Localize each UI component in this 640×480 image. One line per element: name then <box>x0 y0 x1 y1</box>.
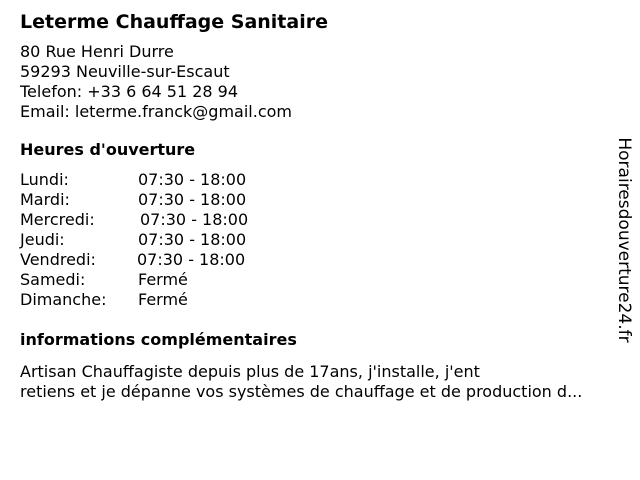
address-block <box>20 42 620 122</box>
hours-value: 07:30 - 18:00 <box>138 190 247 209</box>
hours-row-sunday <box>20 290 620 310</box>
hours-row-thursday <box>20 230 620 250</box>
hours-value: Fermé <box>138 290 188 309</box>
opening-hours-table <box>20 170 620 310</box>
description-line: Artisan Chauffagiste depuis plus de 17ans, j'installe, j'ent <box>20 362 480 381</box>
hours-row-tuesday <box>20 190 620 210</box>
hours-row-saturday <box>20 270 620 290</box>
description-line: retiens et je dépanne vos systèmes de chauffage et de production d... <box>20 382 583 401</box>
hours-value: 07:30 - 18:00 <box>140 210 249 229</box>
hours-row-wednesday <box>20 210 620 230</box>
day-label: Mardi: <box>20 190 70 209</box>
hours-value: 07:30 - 18:00 <box>137 250 246 269</box>
day-label: Lundi: <box>20 170 69 189</box>
hours-value: Fermé <box>138 270 188 289</box>
opening-hours-heading: Heures d'ouverture <box>20 140 196 159</box>
hours-value: 07:30 - 18:00 <box>138 230 247 249</box>
day-label: Samedi: <box>20 270 86 289</box>
site-watermark: Horairesdouverture24.fr <box>614 137 634 343</box>
email-address: Email: leterme.franck@gmail.com <box>20 102 292 121</box>
hours-row-friday <box>20 250 620 270</box>
city-postcode: 59293 Neuville-sur-Escaut <box>20 62 230 81</box>
hours-row-monday <box>20 170 620 190</box>
day-label: Mercredi: <box>20 210 95 229</box>
day-label: Vendredi: <box>20 250 96 269</box>
additional-info-heading: informations complémentaires <box>20 330 297 349</box>
business-description <box>20 362 632 402</box>
day-label: Dimanche: <box>20 290 107 309</box>
business-card <box>20 8 620 402</box>
day-label: Jeudi: <box>20 230 65 249</box>
street-address: 80 Rue Henri Durre <box>20 42 174 61</box>
hours-value: 07:30 - 18:00 <box>138 170 247 189</box>
business-name: Leterme Chauffage Sanitaire <box>20 11 328 33</box>
phone-number: Telefon: +33 6 64 51 28 94 <box>20 82 239 101</box>
